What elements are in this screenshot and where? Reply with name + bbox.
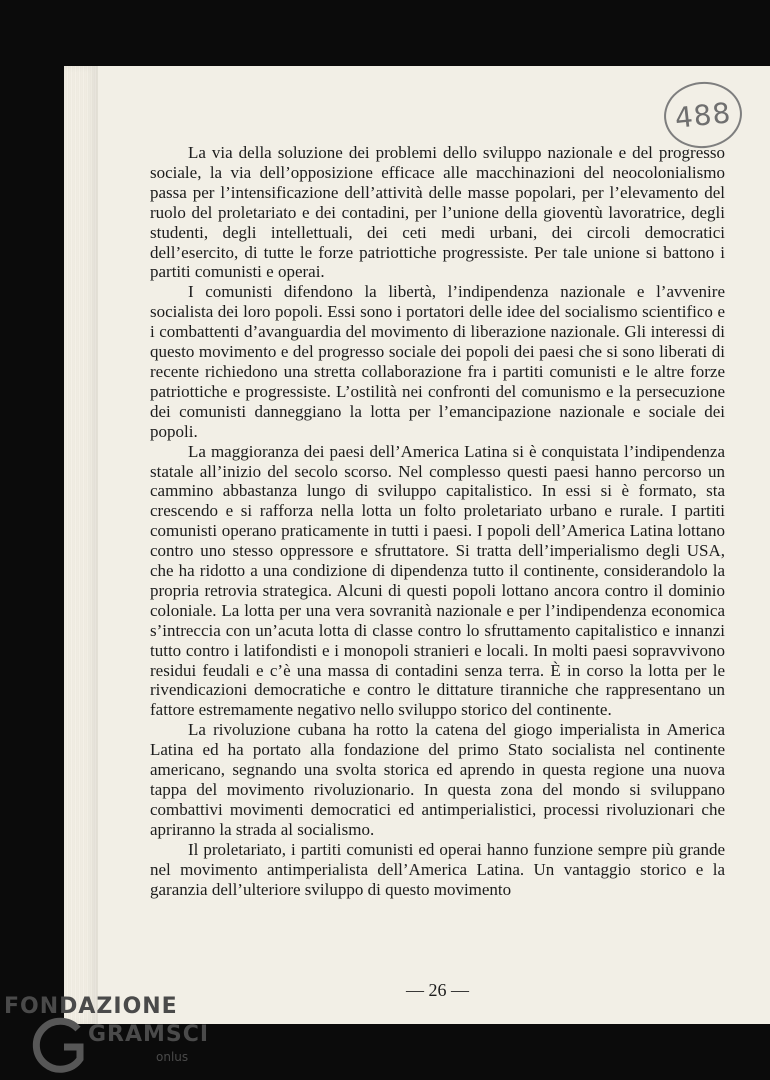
paragraph-2: I comunisti difendono la libertà, l’indipendenza nazionale e l’avvenire socialista dei loro popoli. Essi sono i portatori delle idee del socialismo scientifico e i combattenti d’avanguardia del movimento di liberazione nazionale. Gli interessi di questo movimento e del progresso sociale dei popoli dei paesi che si sono liberati di recente richiedono una stretta collaborazione fra i partiti comunisti e le altre forze patriottiche e progressiste. L’ostilità nei confronti del comunismo e la persecuzione dei comunisti danneggiano la lotta per l’emancipazione nazionale e sociale dei popoli.: [150, 282, 725, 441]
watermark-line1: FONDAZIONE: [4, 994, 178, 1019]
page-number: — 26 —: [406, 980, 469, 1000]
page-edge: [64, 66, 98, 1024]
handwritten-annotation: 488: [661, 78, 745, 152]
watermark-logo-icon: [30, 1015, 90, 1077]
body-text: [150, 143, 725, 899]
paragraph-4: La rivoluzione cubana ha rotto la catena del giogo imperialista in America Latina ed ha portato alla fondazione del primo Stato socialista nel continente americano, segnando una svolta storica ed aprendo in questa regione una nuova tappa del movimento rivoluzionario. In questa zona del mondo si sviluppano combattivi movimenti democratici ed antimperialistici, processi rivoluzionari che apriranno la strada al socialismo.: [150, 720, 725, 839]
watermark-line2: GRAMSCI: [88, 1022, 210, 1047]
watermark-sub: onlus: [156, 1050, 189, 1064]
paragraph-5: Il proletariato, i partiti comunisti ed operai hanno funzione sempre più grande nel movimento antimperialista dell’America Latina. Un vantaggio storico e la garanzia dell’ulteriore sviluppo di questo movimento: [150, 839, 725, 899]
paragraph-3: La maggioranza dei paesi dell’America Latina si è conquistata l’indipendenza statale all’inizio del secolo scorso. Nel complesso questi paesi hanno percorso un cammino abbastanza lungo di sviluppo capitalistico. In essi si è formato, sta crescendo e si rafforza nella lotta un folto proletariato urbano e rurale. I partiti comunisti operano praticamente in tutti i paesi. I popoli dell’America Latina lottano contro uno stesso oppressore e sfruttatore. Si tratta dell’imperialismo degli USA, che ha ridotto a una condizione di dipendenza tutto il continente, considerandolo la propria retrovia strategica. Alcuni di questi popoli lottano ancora contro il dominio coloniale. La lotta per una vera sovranità nazionale e per l’indipendenza economica s’intreccia con un’acuta lotta di classe contro lo sfruttamento capitalistico e innanzi tutto contro i latifondisti e i monopoli stranieri e locali. In molti paesi sopravvivono residui feudali e c’è una massa di contadini senza terra. È in corso la lotta per le rivendicazioni democratiche e contro le dittature tiranniche che rappresentano un fattore estremamente negativo nello sviluppo storico del continente.: [150, 441, 725, 720]
paragraph-1: La via della soluzione dei problemi dello sviluppo nazionale e del progresso sociale, la via dell’opposizione efficace alle macchinazioni del neocolonialismo passa per l’intensificazione dell’attività delle masse popolari, per l’elevamento del ruolo del proletariato e dei contadini, per l’unione della gioventù lavoratrice, degli studenti, degli intellettuali, dei ceti medi urbani, dei circoli democratici dell’esercito, di tutte le forze patriottiche progressiste. Per tale unione si battono i partiti comunisti e operai.: [150, 143, 725, 282]
